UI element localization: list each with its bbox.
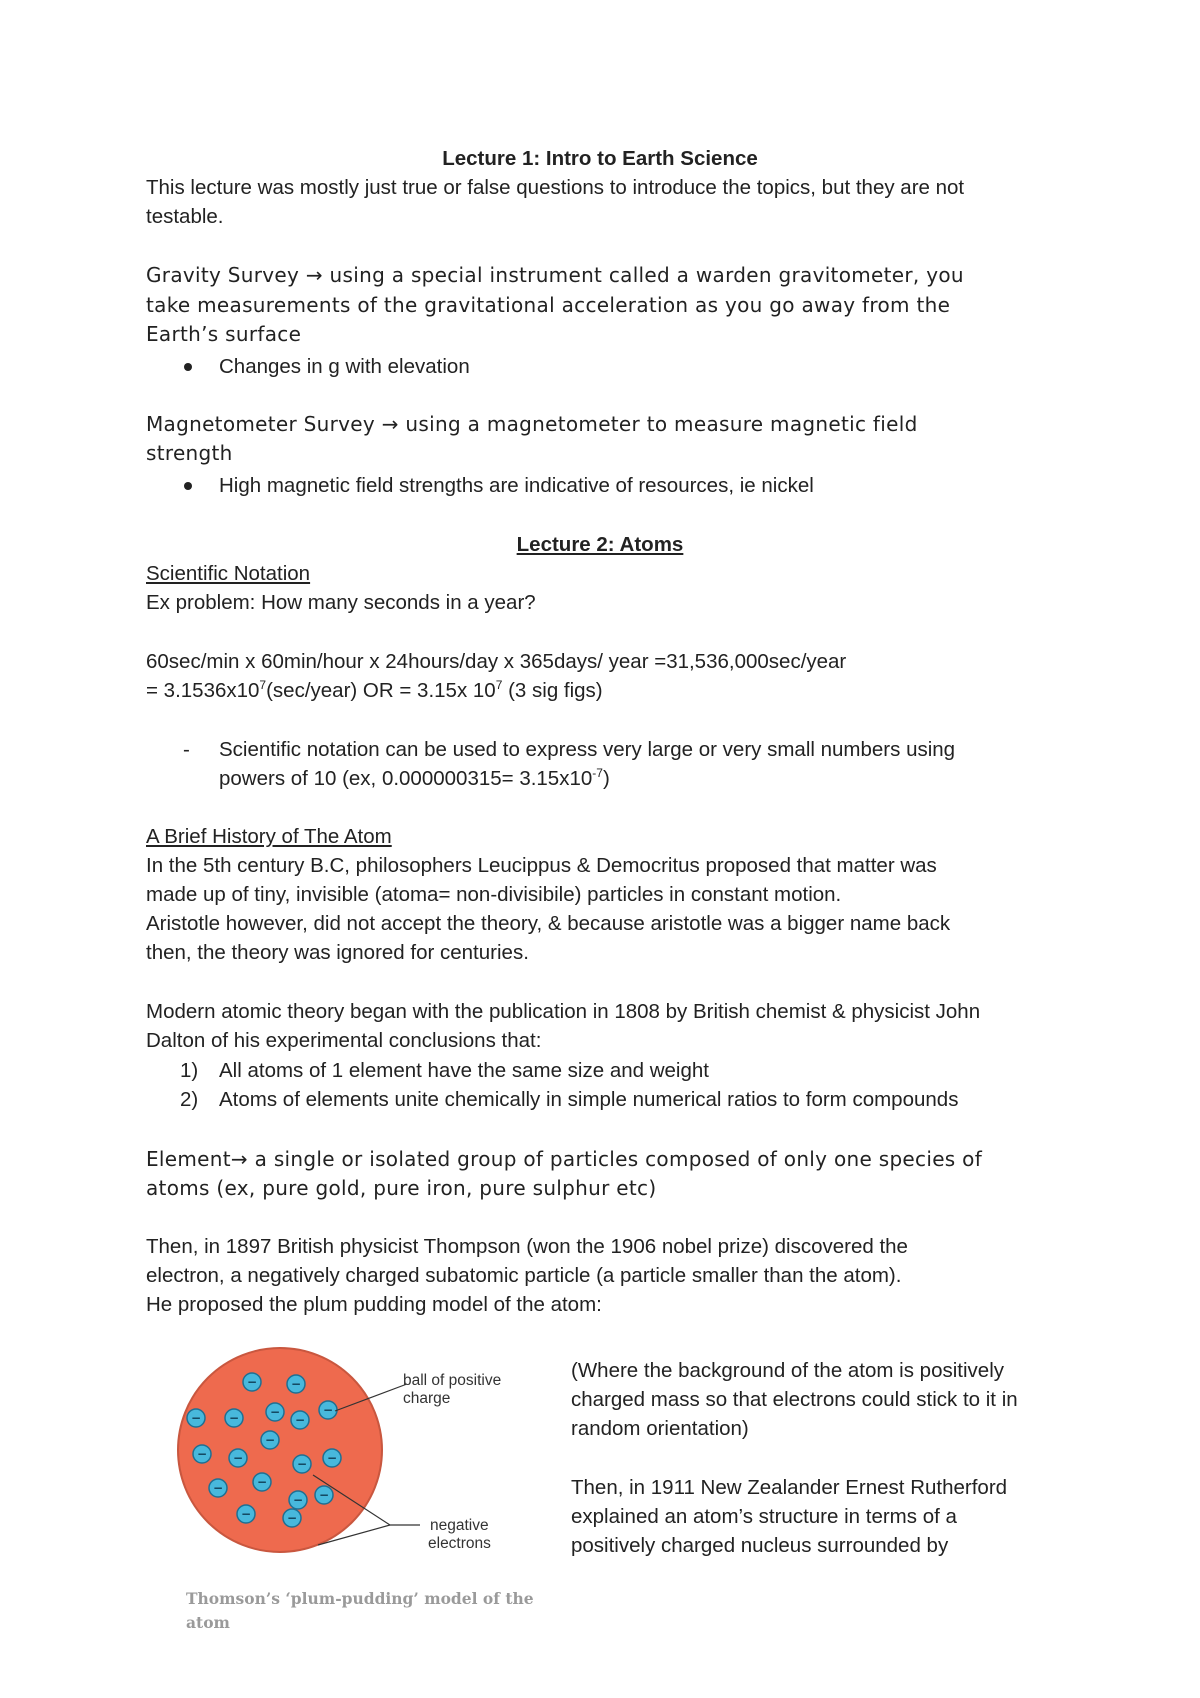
- electron-dot: [315, 1486, 333, 1504]
- example-problem-text: Ex problem: How many seconds in a year?: [146, 591, 536, 614]
- dash-marker: -: [183, 738, 190, 761]
- modern-theory-line: Dalton of his experimental conclusions that:: [146, 1029, 542, 1052]
- list-number: 2): [180, 1088, 199, 1111]
- positive-charge-label: ball of positive: [403, 1372, 502, 1389]
- svg-text:−: −: [290, 1377, 302, 1391]
- svg-text:−: −: [326, 1451, 338, 1465]
- intro-text-line: This lecture was mostly just true or false questions to introduce the topics, but they are not: [146, 176, 965, 199]
- right-column-line: random orientation): [571, 1417, 749, 1440]
- intro-text-line: testable.: [146, 205, 224, 228]
- electron-dot: [289, 1491, 307, 1509]
- history-paragraph-line: In the 5th century B.C, philosophers Leucippus & Democritus proposed that matter was: [146, 854, 937, 877]
- electron-dot: [209, 1479, 227, 1497]
- plum-pudding-figure: [170, 1340, 520, 1630]
- thompson-paragraph-line: electron, a negatively charged subatomic particle (a particle smaller than the atom).: [146, 1264, 902, 1287]
- modern-theory-line: Modern atomic theory began with the publication in 1808 by British chemist & physicist John: [146, 1000, 981, 1023]
- gravity-survey-text: Gravity Survey → using a special instrument called a warden gravitometer, you: [146, 263, 964, 287]
- svg-text:−: −: [269, 1405, 281, 1419]
- history-paragraph-line: then, the theory was ignored for centuries.: [146, 941, 529, 964]
- electron-dot: [291, 1411, 309, 1429]
- right-column-line: charged mass so that electrons could stick to it in: [571, 1388, 1018, 1411]
- bullet-marker: [184, 482, 192, 490]
- right-column-line: (Where the background of the atom is positively: [571, 1359, 1004, 1382]
- electrons-label: electrons: [428, 1535, 491, 1552]
- scientific-notation-note: Scientific notation can be used to express very large or very small numbers using: [219, 738, 956, 761]
- right-column-line: Then, in 1911 New Zealander Ernest Rutherford: [571, 1476, 1008, 1499]
- svg-text:−: −: [256, 1475, 268, 1489]
- thompson-paragraph-line: Then, in 1897 British physicist Thompson (won the 1906 nobel prize) discovered the: [146, 1235, 908, 1258]
- element-definition: Element→ a single or isolated group of particles composed of only one species of: [146, 1147, 983, 1171]
- electron-dot: [253, 1473, 271, 1491]
- svg-text:−: −: [286, 1511, 298, 1525]
- list-item: Atoms of elements unite chemically in simple numerical ratios to form compounds: [219, 1088, 959, 1111]
- svg-text:−: −: [212, 1481, 224, 1495]
- electron-dot: [287, 1375, 305, 1393]
- right-column-line: positively charged nucleus surrounded by: [571, 1534, 949, 1557]
- electrons-label: negative: [430, 1517, 489, 1534]
- element-definition: atoms (ex, pure gold, pure iron, pure sulphur etc): [146, 1176, 657, 1200]
- svg-text:−: −: [292, 1493, 304, 1507]
- svg-text:−: −: [228, 1411, 240, 1425]
- figure-caption: Thomson’s ‘plum-pudding’ model of the: [186, 1589, 534, 1608]
- magnetometer-bullet-text: High magnetic field strengths are indicative of resources, ie nickel: [219, 474, 814, 497]
- electron-dot: [229, 1449, 247, 1467]
- electron-dot: [293, 1455, 311, 1473]
- electron-dot: [237, 1505, 255, 1523]
- electron-dot: [266, 1403, 284, 1421]
- positive-charge-label: charge: [403, 1390, 451, 1407]
- electron-dot: [243, 1373, 261, 1391]
- electron-dot: [319, 1401, 337, 1419]
- electron-dot: [193, 1445, 211, 1463]
- scientific-notation-heading: Scientific Notation: [146, 562, 311, 585]
- svg-text:−: −: [246, 1375, 258, 1389]
- electron-dot: [323, 1449, 341, 1467]
- lecture-2-title: Lecture 2: Atoms: [516, 533, 684, 556]
- svg-text:−: −: [240, 1507, 252, 1521]
- svg-text:−: −: [296, 1457, 308, 1471]
- history-paragraph-line: Aristotle however, did not accept the theory, & because aristotle was a bigger name back: [146, 912, 951, 935]
- lecture-1-title: Lecture 1: Intro to Earth Science: [442, 147, 758, 170]
- list-item: All atoms of 1 element have the same size and weight: [219, 1059, 709, 1082]
- history-paragraph-line: made up of tiny, invisible (atoma= non-divisibile) particles in constant motion.: [146, 883, 842, 906]
- svg-text:−: −: [232, 1451, 244, 1465]
- svg-text:−: −: [318, 1488, 330, 1502]
- electron-dot: [187, 1409, 205, 1427]
- electron-dot: [225, 1409, 243, 1427]
- magnetometer-survey-text: Magnetometer Survey → using a magnetometer to measure magnetic field: [146, 412, 918, 436]
- calculation-line: = $3.1536x10^7(\sec/year)$ OR = 3.15x $10^7$ (3 sig figs): [146, 678, 603, 702]
- atom-history-heading: A Brief History of The Atom: [146, 825, 392, 848]
- gravity-bullet-text: Changes in g with elevation: [219, 355, 470, 378]
- figure-caption: atom: [186, 1613, 230, 1632]
- electron-dot: [283, 1509, 301, 1527]
- list-number: 1): [180, 1059, 199, 1082]
- svg-text:−: −: [190, 1411, 202, 1425]
- bullet-marker: [184, 363, 192, 371]
- svg-text:−: −: [264, 1433, 276, 1447]
- svg-text:−: −: [322, 1403, 334, 1417]
- svg-text:−: −: [294, 1413, 306, 1427]
- calculation-line: 60sec/min x 60min/hour x 24hours/day x 365days/ year =31,536,000sec/year: [146, 650, 847, 673]
- right-column-line: explained an atom’s structure in terms of a: [571, 1505, 957, 1528]
- scientific-notation-note: powers of 10 (ex, $0.000000315= 3.15x10^{-7}$): [219, 766, 610, 790]
- gravity-survey-text: take measurements of the gravitational acceleration as you go away from the: [146, 293, 951, 317]
- thompson-paragraph-line: He proposed the plum pudding model of the atom:: [146, 1293, 602, 1316]
- electron-dot: [261, 1431, 279, 1449]
- gravity-survey-text: Earth’s surface: [146, 322, 302, 346]
- magnetometer-survey-text: strength: [146, 441, 233, 465]
- svg-text:−: −: [196, 1447, 208, 1461]
